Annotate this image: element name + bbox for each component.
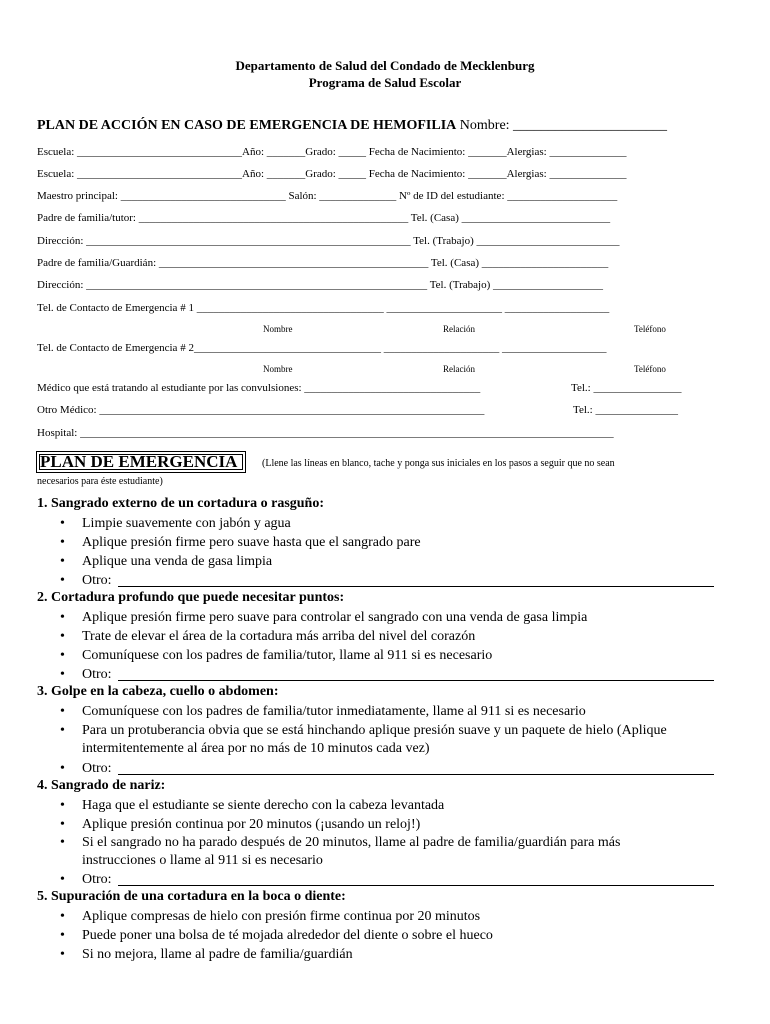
contact-1-name-label: Nombre bbox=[263, 324, 293, 334]
other-label: Otro: bbox=[82, 573, 112, 588]
bullet-icon: • bbox=[60, 535, 65, 550]
bullet-icon: • bbox=[60, 798, 65, 813]
list-item-text: Comuníquese con los padres de familia/tutor inmediatamente, llame al 911 si es necesario bbox=[82, 704, 586, 719]
bullet-icon: • bbox=[60, 573, 65, 588]
list-item bbox=[60, 666, 112, 684]
bullet-icon: • bbox=[60, 610, 65, 625]
department-title: Departamento de Salud del Condado de Mecklenburg bbox=[235, 58, 535, 73]
other-label: Otro: bbox=[82, 872, 112, 887]
list-item bbox=[60, 553, 272, 571]
instructions-note-cont: necesarios para éste estudiante) bbox=[37, 476, 163, 487]
bullet-icon: • bbox=[60, 817, 65, 832]
list-item-text: Aplique presión firme pero suave hasta que el sangrado pare bbox=[82, 535, 421, 550]
section-4-heading: 4. Sangrado de nariz: bbox=[37, 778, 166, 793]
list-item-text: Para un protuberancia obvia que se está hinchando aplique presión suave y un paquete de hielo (Aplique bbox=[82, 723, 667, 738]
bullet-icon: • bbox=[60, 704, 65, 719]
other-label: Otro: bbox=[82, 667, 112, 682]
list-item bbox=[60, 609, 587, 627]
bullet-icon: • bbox=[60, 629, 65, 644]
list-item bbox=[60, 834, 620, 852]
emergency-contact-2[interactable]: Tel. de Contacto de Emergencia # 2__________________________________ _____________________ ___________________ bbox=[37, 342, 607, 354]
contact-2-phone-label: Teléfono bbox=[634, 364, 666, 374]
program-title: Programa de Salud Escolar bbox=[308, 75, 462, 90]
bullet-icon: • bbox=[60, 909, 65, 924]
doctor-row[interactable]: Médico que está tratando al estudiante por las convulsiones: ________________________________ bbox=[37, 382, 481, 394]
list-item-text: Si el sangrado no ha parado después de 20 minutos, llame al padre de familia/guardián para más bbox=[82, 835, 621, 850]
plan-title-bold: PLAN DE ACCIÓN EN CASO DE EMERGENCIA DE HEMOFILIA bbox=[37, 118, 457, 133]
school-row-2[interactable]: Escuela: ______________________________Año: _______Grado: _____ Fecha de Nacimiento: _______Alergias: ______________ bbox=[37, 168, 627, 180]
contact-1-phone-label: Teléfono bbox=[634, 324, 666, 334]
list-item-continuation: intermitentemente al área por no más de 10 minutos cada vez) bbox=[82, 741, 430, 756]
parent-row-1[interactable]: Padre de familia/tutor: _________________________________________________ Tel. (Casa) ___________________________ bbox=[37, 212, 611, 224]
bullet-icon: • bbox=[60, 554, 65, 569]
list-item bbox=[60, 927, 493, 945]
address-row-1[interactable]: Dirección: ___________________________________________________________ Tel. (Trabajo) __________________________ bbox=[37, 235, 620, 247]
bullet-icon: • bbox=[60, 872, 65, 887]
contact-1-relation-label: Relación bbox=[443, 324, 475, 334]
bullet-icon: • bbox=[60, 928, 65, 943]
list-item-text: Aplique compresas de hielo con presión firme continua por 20 minutos bbox=[82, 909, 481, 924]
list-item bbox=[60, 572, 112, 590]
section-2-heading: 2. Cortadura profundo que puede necesitar puntos: bbox=[37, 590, 345, 605]
name-field[interactable]: Nombre: ______________________ bbox=[456, 118, 668, 133]
list-item bbox=[60, 647, 492, 665]
other-doctor-row[interactable]: Otro Médico: ______________________________________________________________________ bbox=[37, 404, 485, 416]
contact-2-name-label: Nombre bbox=[263, 364, 293, 374]
bullet-icon: • bbox=[60, 723, 65, 738]
list-item bbox=[60, 515, 291, 533]
list-item-text: Aplique presión continua por 20 minutos (¡usando un reloj!) bbox=[82, 817, 421, 832]
other-doctor-phone[interactable]: Tel.: _______________ bbox=[573, 404, 678, 416]
bullet-icon: • bbox=[60, 947, 65, 962]
other-input-2[interactable] bbox=[118, 680, 714, 681]
other-input-3[interactable] bbox=[118, 774, 714, 775]
section-3-heading: 3. Golpe en la cabeza, cuello o abdomen: bbox=[37, 684, 279, 699]
list-item bbox=[60, 816, 420, 834]
section-5-heading: 5. Supuración de una cortadura en la boca o diente: bbox=[37, 889, 346, 904]
school-row-1[interactable]: Escuela: ______________________________Año: _______Grado: _____ Fecha de Nacimiento: _______Alergias: ______________ bbox=[37, 146, 627, 158]
other-input-1[interactable] bbox=[118, 586, 714, 587]
address-row-2[interactable]: Dirección: ______________________________________________________________ Tel. (Trabajo) ____________________ bbox=[37, 279, 604, 291]
list-item bbox=[60, 703, 586, 721]
teacher-row[interactable]: Maestro principal: ______________________________ Salón: ______________ Nº de ID del estudiante: ____________________ bbox=[37, 190, 618, 202]
list-item-text: Haga que el estudiante se siente derecho con la cabeza levantada bbox=[82, 798, 445, 813]
list-item-text: Trate de elevar el área de la cortadura más arriba del nivel del corazón bbox=[82, 629, 476, 644]
list-item bbox=[60, 946, 353, 964]
hospital-row[interactable]: Hospital: _________________________________________________________________________________________________ bbox=[37, 427, 614, 439]
doctor-phone[interactable]: Tel.: ________________ bbox=[571, 382, 682, 394]
parent-row-2[interactable]: Padre de familia/Guardián: _________________________________________________ Tel. (Casa) _______________________ bbox=[37, 257, 609, 269]
bullet-icon: • bbox=[60, 516, 65, 531]
list-item bbox=[60, 760, 112, 778]
bullet-icon: • bbox=[60, 648, 65, 663]
list-item-text: Aplique una venda de gasa limpia bbox=[82, 554, 273, 569]
list-item bbox=[60, 534, 421, 552]
list-item bbox=[60, 797, 444, 815]
other-label: Otro: bbox=[82, 761, 112, 776]
list-item bbox=[60, 722, 667, 740]
bullet-icon: • bbox=[60, 761, 65, 776]
list-item-text: Si no mejora, llame al padre de familia/guardián bbox=[82, 947, 353, 962]
emergency-contact-1[interactable]: Tel. de Contacto de Emergencia # 1 __________________________________ _____________________ ___________________ bbox=[37, 302, 610, 314]
list-item bbox=[60, 871, 112, 889]
list-item-text: Limpie suavemente con jabón y agua bbox=[82, 516, 291, 531]
instructions-note: (Llene las líneas en blanco, tache y ponga sus iniciales en los pasos a seguir que no sean bbox=[262, 458, 615, 469]
list-item-continuation: instrucciones o llame al 911 si es necesario bbox=[82, 853, 323, 868]
list-item bbox=[60, 908, 480, 926]
plan-title bbox=[37, 118, 667, 134]
bullet-icon: • bbox=[60, 835, 65, 850]
section-1-heading: 1. Sangrado externo de un cortadura o rasguño: bbox=[37, 496, 325, 511]
other-input-4[interactable] bbox=[118, 885, 714, 886]
bullet-icon: • bbox=[60, 667, 65, 682]
list-item-text: Comuníquese con los padres de familia/tutor, llame al 911 si es necesario bbox=[82, 648, 493, 663]
list-item bbox=[60, 628, 475, 646]
list-item-text: Puede poner una bolsa de té mojada alrededor del diente o sobre el hueco bbox=[82, 928, 493, 943]
contact-2-relation-label: Relación bbox=[443, 364, 475, 374]
list-item-text: Aplique presión firme pero suave para controlar el sangrado con una venda de gasa limpia bbox=[82, 610, 588, 625]
emergency-plan-box: PLAN DE EMERGENCIA bbox=[36, 451, 246, 473]
